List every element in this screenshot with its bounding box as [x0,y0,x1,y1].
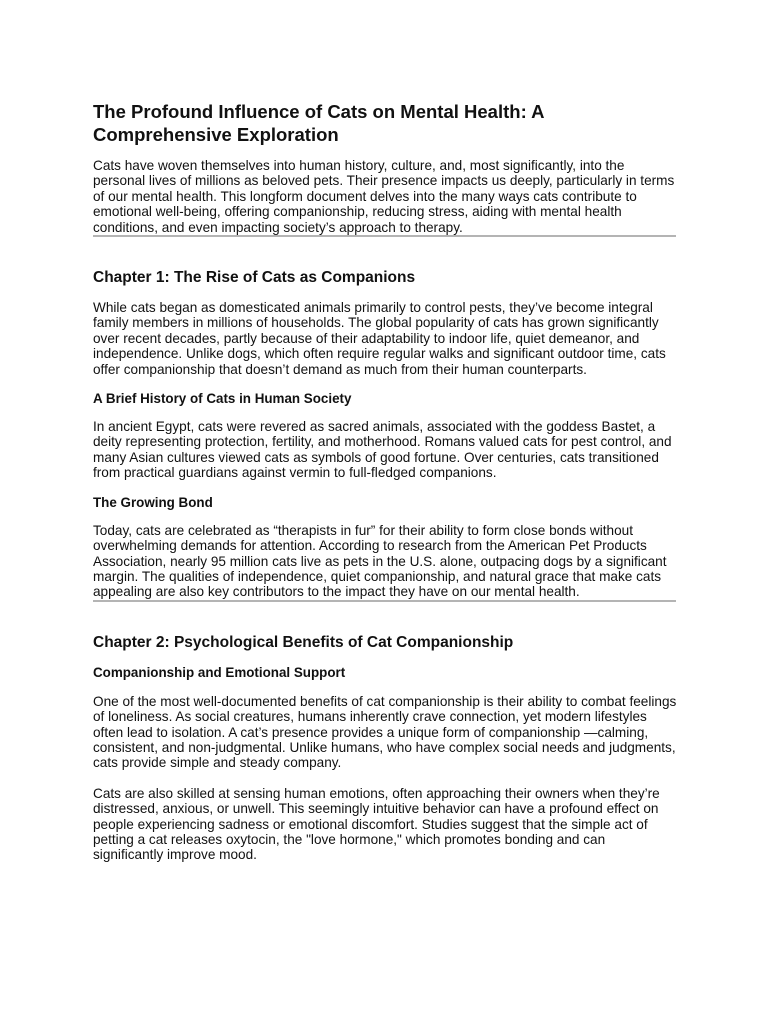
chapter-1-heading: Chapter 1: The Rise of Cats as Companions [93,269,416,287]
companionship-subheading: Companionship and Emotional Support [93,664,346,680]
document-page [93,101,678,863]
history-paragraph: In ancient Egypt, cats were revered as sacred animals, associated with the goddess Bastet, a deity representing protection, fertility, and motherhood. Romans valued cats for pest control, and many Asian cultures viewed cats as symbols of good fortune. Over centuries, cats transitioned from practical guardians against vermin to full-fledged companions. [93,419,672,481]
chapter-2-heading: Chapter 2: Psychological Benefits of Cat Companionship [93,633,514,651]
companionship-paragraph-2: Cats are also skilled at sensing human emotions, often approaching their owners when they’re distressed, anxious, or unwell. This seemingly intuitive behavior can have a profound effect on people experiencing sadness or emotional discomfort. Studies suggest that the simple act of petting a cat releases oxytocin, the "love hormone," which promotes bonding and can significantly improve mood. [93,785,660,863]
document-title: The Profound Influence of Cats on Mental Health: A Comprehensive Exploration [93,101,544,145]
history-subheading: A Brief History of Cats in Human Society [93,391,352,407]
intro-paragraph: Cats have woven themselves into human history, culture, and, most significantly, into the personal lives of millions as beloved pets. Their presence impacts us deeply, particularly in terms of our mental health. This longform document delves into the many ways cats contribute to emotional well-being, offering companionship, reducing stress, aiding with mental health conditions, and even impacting society’s approach to therapy. [93,158,675,235]
section-divider [93,600,676,602]
growing-bond-paragraph: Today, cats are celebrated as “therapists in fur” for their ability to form close bonds without overwhelming demands for attention. According to research from the American Pet Products Association, nearly 95 million cats live as pets in the U.S. alone, outpacing dogs by a significant margin. The qualities of independence, quiet companionship, and natural grace that make cats appealing are also key contributors to the impact they have on our mental health. [93,522,667,600]
section-divider [93,235,676,237]
growing-bond-subheading: The Growing Bond [93,494,213,510]
chapter-1-paragraph: While cats began as domesticated animals primarily to control pests, they’ve become integral family members in millions of households. The global popularity of cats has grown significantly over recent decades, partly because of their adaptability to indoor life, quiet demeanor, and independence. Unlike dogs, which often require regular walks and significant outdoor time, cats offer companionship that doesn’t demand as much from their human counterparts. [93,300,666,377]
companionship-paragraph-1: One of the most well-documented benefits of cat companionship is their ability to combat feelings of loneliness. As social creatures, humans inherently crave connection, yet modern lifestyles often lead to isolation. A cat’s presence provides a unique form of companionship —calming, consistent, and non-judgmental. Unlike humans, who have complex social needs and judgments, cats provide simple and steady company. [93,693,677,771]
